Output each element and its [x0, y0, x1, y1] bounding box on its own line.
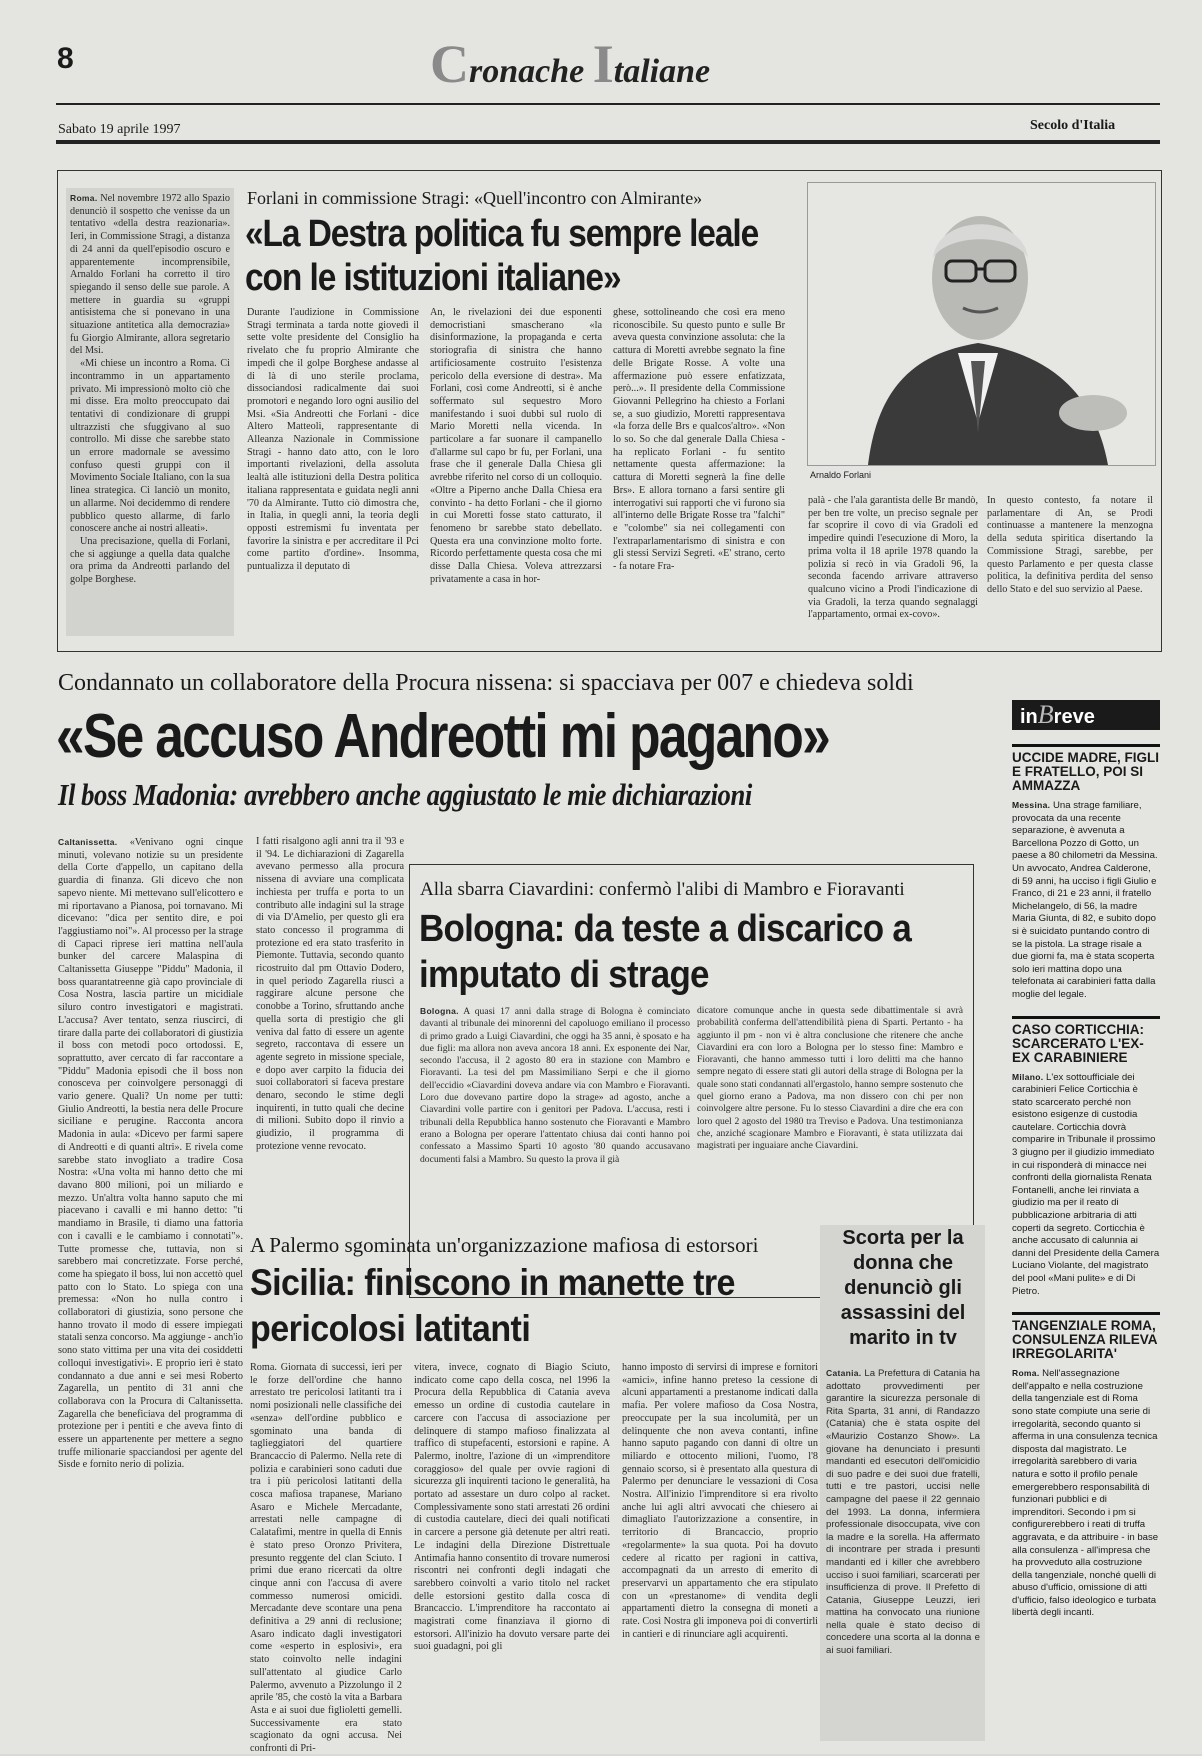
forlani-col-5: In questo contesto, fa notare il parlamentare di An, se Prodi continuasse a mantenere la menzogna della seduta spiritica disertando la Commissione Stragi, sarebbe, per questo Parlamento e per questa classe politica, la definitiva perdita del senso dello Stato e del suo servizio al Paese.	[987, 495, 1153, 595]
breve-dateline: Milano.	[1012, 1071, 1044, 1082]
masthead-bottom-rule	[56, 140, 1160, 144]
intro-paragraph-1: Nel novembre 1972 allo Spazio denunciò il sospetto che venisse da un tentativo «della destra reazionaria». Ieri, in Commissione Stragi, a distanza di 24 anni da quell'episodio oscuro e apparentemente incomprensibile, Arnaldo Forlani ha corretto il tiro spiegando il senso delle sue parole. A mettere in guardia su «gruppi antisistema che si ponevano in una situazione antitetica alla democrazia» fu Giorgio Almirante, allora segretario del Msi.	[70, 193, 230, 357]
forlani-intro	[66, 188, 234, 636]
andreotti-col-1-text: «Venivano ogni cinque minuti, volevano notizie su un presidente della Corte d'appello, un capitano della guardia di finanza. Gli dicevo che non sapevo niente. Mi mettevano sull'elicottero e mi riportavano a Pianosa, poi tornavano. Mi dicevano: "dica per sentito dire, e poi l'aggiustiamo noi"». Al processo per la strage di Capaci riprese ieri mattina nell'aula bunker del carcere Malaspina di Caltanissetta Giuseppe "Piddu" Madonia, il boss quarantatreenne già capo provinciale di Cosa Nostra, lascia partire un micidiale siluro contro investigatori e magistrati. L'accusa? Aver tentato, senza riuscirci, di tirare dalla parte dei collaboratori di giustizia il boss con metodi poco ortodossi. E, soprattutto, aver cercato di far raccontare a "Piddu" Madonia episodi che il boss non conosceva per coinvolgere personaggi di vario genere. Quali? Un nome per tutti: Giulio Andreotti, la bestia nera delle Procure siciliane e perugine. Racconta ancora Madonia in aula: «Dicevo per farmi sapere di Andreotti e di quanti altri». E rivela come sarebbe stato invogliato a tradire Cosa Nostra: «Una volta mi hanno detto che mi davano 800 milioni, poi un miliardo e mezzo. Un'altra volta hanno saputo che mi piacevano i cavalli e mi hanno detto: "ti mandiamo in Brasile, ti diamo una fattoria con i cavalli e le cambiamo i connotati"». Tutte promesse che, tuttavia, non si sarebbero mai concretizzate. Forse perché, come ha spiegato il boss, lui non accettò quel patto con lo Stato. Lo spiega con una premessa: «Non ho nulla contro i collaboratori di giustizia, sono persone che hanno trovato il modo di essere impiegati statali senza concorso. Ma aggiunge - anch'io sono stato vittima per una vita dei cosiddetti colloqui investigativi». E proprio ieri è stato condannato a due anni e sei mesi Roberto Zagarella, un pentito di 31 anni che collaborava con la Procura di Caltanissetta. Zagarella che beneficiava del programma di protezione per i pentiti e che aveva finto di essere un appartenente per mettere a segno truffe milionarie spacciandosi per agente del Sisde e fornito nerio di polizia.	[58, 837, 243, 1471]
breve-body	[1012, 1367, 1160, 1620]
bologna-kicker: Alla sbarra Ciavardini: confermò l'alibi di Mambro e Fioravanti	[420, 879, 905, 900]
forlani-headline: «La Destra politica fu sempre leale con le istituzioni italiane»	[245, 213, 759, 299]
masthead-top-rule	[56, 103, 1160, 105]
breve-body-text: Una strage familiare, provocata da una recente separazione, è avvenuta a Barcellona Pozzo di Gotto, un paese a 80 chilometri da Messina. Un avvocato, Andrea Calderone, di 59 anni, ha ucciso i figli Giulio e Franco, di 21 e 23 anni, il fratello Michelangelo, di 56, la madre Maria Giunta, di 82, e subito dopo si è suicidato puntando contro di se la pistola. La strage risale a due giorni fa, ma è stata scoperta solo ieri mattina dopo una telefonata ai carabinieri fatta dalla moglie del legale.	[1012, 800, 1158, 1000]
scorta-body	[826, 1367, 980, 1735]
section-title	[430, 34, 711, 94]
andreotti-dateline: Caltanissetta.	[58, 837, 118, 847]
andreotti-headline: «Se accuso Andreotti mi pagano»	[56, 702, 830, 771]
in-breve-logo-in: in	[1020, 706, 1038, 728]
breve-headline: TANGENZIALE ROMA, CONSULENZA RILEVA IRREGOLARITA'	[1012, 1312, 1160, 1361]
intro-paragraph-3: Una precisazione, quella di Forlani, che si aggiunge a quella data qualche ora prima da Andreotti parlando del golpe Borghese.	[70, 535, 230, 586]
bologna-headline: Bologna: da teste a discarico a imputato di strage	[419, 908, 912, 996]
in-breve-sidebar	[1012, 700, 1160, 1735]
photo-caption: Arnaldo Forlani	[810, 470, 872, 480]
newspaper-name: Secolo d'Italia	[1030, 118, 1116, 133]
forlani-kicker: Forlani in commissione Stragi: «Quell'incontro con Almirante»	[247, 188, 703, 208]
bologna-dateline: Bologna.	[420, 1006, 459, 1016]
scorta-headline: Scorta per la donna che denunciò gli assassini del marito in tv	[840, 1227, 966, 1349]
page-number: 8	[57, 42, 74, 75]
issue-date: Sabato 19 aprile 1997	[58, 122, 181, 137]
breve-dateline: Messina.	[1012, 800, 1051, 810]
section-word-1: ronache	[469, 53, 593, 90]
section-initial-c: C	[430, 34, 469, 94]
bologna-col-2: dicatore comunque anche in questa sede dibattimentale si avrà probabilità conferma dell'attendibilità piena di Sparti. Pertanto - ha aggiunto il pm - non vi è altra conclusione che ritenere che anche Ciavardini era con loro a Bologna per lo stesso fine: Mambro e Fioravanti, che hanno ammesso tutti i loro delitti ma che hanno sempre negato di essere stati gli autori della strage di Bologna per la quale sono stati condannati all'ergastolo, hanno sempre sostenuto che quel giorno erano a Padova, ma non dissero con chi per non coinvolgere altre persone. Fu lo stesso Ciavardini a dire che era con loro quel 2 agosto del 1980 tra Treviso e Padova. Una testimonianza che, anziché scagionare Mambro e Fioravanti, è stata utilizzata dai magistrati per inguaiare anche Ciavardini.	[697, 1005, 963, 1152]
breve-body-text: L'ex sottoufficiale dei carabinieri Felice Corticchia è stato scarcerato perché non esistono esigenze di custodia cautelare. Corticchia dovrà comparire in Tribunale il prossimo 3 giugno per il giudizio immediato in cui risponderà di minacce nei confronti della giornalista Renata Fontanelli, anche lei rinviata a giudizio ma per il reato di pubblicazione arbitraria di atti coperti da segreto. Corticchia è anche accusato di calunnia ai danni del Presidente della Camera Luciano Violante, del magistrato del pool «Mani pulite» e di Di Pietro.	[1012, 1071, 1160, 1297]
intro-dateline: Roma.	[70, 193, 98, 203]
in-breve-logo	[1012, 700, 1160, 730]
breve-body	[1012, 799, 1160, 1002]
sicilia-col-2: vitera, invece, cognato di Biagio Sciuto, indicato come capo della cosca, nel 1996 la Procura della Repubblica di Catania aveva emesso un ordine di custodia cautelare in carcere con l'accusa di associazione per delinquere di stampo mafioso finalizzata al traffico di stupefacenti, estorsioni e rapine. A Palermo, inoltre, l'azione di un «imprenditore coraggioso» del quale per ovvie ragioni di sicurezza gli inquirenti taciono le generalità, ha portato ad assestare un duro colpo al racket. Complessivamente sono stati arrestati 26 ordini di custodia cautelare, dieci dei quali notificati in carcere a persone già detenute per altri reati. Le indagini della Direzione Distrettuale Antimafia hanno consentito di trovare numerosi riscontri nei confronti degli indagati che sarebbero coinvolti a vario titolo nel racket delle estorsioni gestito dalla cosca di Brancaccio. L'imprenditore ha raccontato ai magistrati come finanziava il giorno di estorsori. All'inizio ha dovuto versare parte dei suoi guadagni, poi gli	[414, 1362, 610, 1653]
breve-item	[1012, 1312, 1160, 1620]
breve-item	[1012, 1016, 1160, 1299]
breve-body	[1012, 1071, 1160, 1299]
andreotti-kicker: Condannato un collaboratore della Procura nissena: si spacciava per 007 e chiedeva soldi	[58, 670, 914, 696]
bologna-col-1-text: A quasi 17 anni dalla strage di Bologna è cominciato davanti al tribunale dei minorenni del capoluogo emiliano il processo di primo grado a Luigi Ciavardini, che oggi ha 35 anni, è sposato e ha due figli: ma allora non aveva ancora 18 anni. Ex esponente dei Nar, secondo l'accusa, il 2 agosto 80 era in stazione con Mambro e Fioravanti. La tesi del pm Massimiliano Serpi e che il giorno dell'eccidio «Ciavardini doveva andare via con Mambro e Fioravanti. Loro due dovevano partire dopo la strage» ad agosto, anche a Ciavardini volle partire con i genitori per Padova. L'accusa, resti i tribunali della Repubblica hanno sostenuto che Fioravanti e Mambro erano a Bologna per operare l'attentato chiusa dai conti hanno poi confessato a Massimo Sparti 10 agosto '80 quando accusavano documenti falsi a Mambro. Su questo la prova il già	[420, 1006, 690, 1165]
section-initial-i: I	[592, 34, 614, 94]
sicilia-headline: Sicilia: finiscono in manette tre pericolosi latitanti	[250, 1262, 735, 1349]
breve-item	[1012, 744, 1160, 1002]
andreotti-col-1	[58, 836, 243, 1716]
in-breve-logo-reve: reve	[1053, 706, 1095, 728]
forlani-photo	[807, 182, 1156, 466]
sicilia-col-1: Roma. Giornata di successi, ieri per le forze dell'ordine che hanno arrestato tre pericolosi latitanti tra i nomi posizionali nelle classifiche dei «senza» dell'ordine pubblico e sgominato una banda di taglieggiatori del quartiere Brancaccio di Palermo. Nella rete di polizia e carabinieri sono caduti due tra i più pericolosi latitanti della cosca mafiosa trapanese, Mariano Asaro e Michele Mercadante, arrestati nelle campagne di Calatafimi, mentre in quella di Ennis è stato preso Oronzo Privitera, presunto reggente del clan Sciuto. I primi due erano ricercati da oltre cinque anni con l'accusa di avere commesso numerosi omicidi. Mercadante deve scontare una pena definitiva a 29 anni di reclusione; Asaro indicato dagli investigatori come «esperto in esplosivi», era stato coinvolto nelle indagini sull'attentato al giudice Carlo Palermo, avvenuto a Pizzolungo il 2 aprile '85, che costò la vita a Barbara Asta e ai suoi due figlioletti gemelli. Successivamente era stato scagionato da ogni accusa. Nei confronti di Pri-	[250, 1362, 402, 1755]
breve-headline: UCCIDE MADRE, FIGLI E FRATELLO, POI SI AMMAZZA	[1012, 744, 1160, 793]
andreotti-col-2: I fatti risalgono agli anni tra il '93 e il '94. Le dichiarazioni di Zagarella avevano permesso alla procura nissena di avviare una complicata inchiesta per truffa e porta to un contributo alle indagini sul la strage di via D'Amelio, per questo gli era stato concesso il programma di protezione ed era stato trasferito in Piemonte. Tuttavia, secondo quanto ricostruito dal pm Ottavio Dodero, in quel periodo Zagarella riuscì a raggirare alcune persone che conobbe a Torino, sfruttando anche quella sorta di prestigio che gli veniva dal fatto di essere un agente segreto, raccontava di essere un agente segreto in missione speciale, e dopo aver carpito la fiducia dei suoi collaboratori si faceva prestare denaro, secondo le stime degli inquirenti, in tutto quali che decine di milioni. Subito dopo il rinvio a giudizio, il programma di protezione venne revocato.	[256, 836, 404, 1152]
forlani-col-3: ghese, sottolineando che così era meno riconoscibile. Su questo punto e sulle Br aveva questa convinzione assoluta: che la cattura di Moretti avrebbe segnato la fine delle Brigate Rosse. A volte una affermazione può essere enfatizzata, però...». Il presidente della Commissione Giovanni Pellegrino ha chiesto a Forlani se, a suo giudizio, Moretti rappresentava «la forza delle Brs e qualcos'altro». «Non lo so. So che dal generale Dalla Chiesa - ha replicato Forlani - fu sentito nettamente questa affermazione: la cattura di Moretti segnerà la fine delle Brs». E allora tornano a farsi sentire gli interrogativi sui rapporti che vi furono sia all'interno delle Brigate Rosse tra "falchi" e "colombe" sia nei collegamenti con l'extraparlamentarismo di sinistra e con gli stessi Servizi Segreti. «E' strano, certo - fa notare Fra-	[613, 307, 785, 573]
in-breve-logo-b: B	[1037, 700, 1054, 729]
section-word-2: taliane	[613, 53, 711, 90]
breve-dateline: Roma.	[1012, 1368, 1040, 1379]
forlani-col-2: An, le rivelazioni dei due esponenti democristiani smascherano «la disinformazione, la propaganda e certa storiografia di sinistra che hanno artificiosamente costruito l'esistenza pericolo della eversione di destra». Ma Forlani, così come Andreotti, si è anche soffermato sul sequestro Moro manifestando i suoi dubbi sul ruolo di Mario Moretti nella vicenda. In particolare a far suonare il campanello d'allarme sul capo br fu, per Forlani, una frase che il generale Dalla Chiesa gli avrebbe riferito nel corso di un colloquio. «Oltre a Piperno anche Dalla Chiesa era convinto - ha detto Forlani - che il giorno in cui Moretti fosse stato catturato, il fenomeno br sarebbe stato debellato. Questa era una convinzione molto forte. Ricordo perfettamente questa cosa che mi disse Dalla Chiesa. Voleva attrezzarsi privatamente a casa in hor-	[430, 307, 602, 585]
intro-paragraph-2: «Mi chiese un incontro a Roma. Ci incontrammo in un appartamento privato. Mi impressionò molto ciò che mi disse. Era molto preoccupato dai tentativi di condizionare di gruppi ultrazzisti che sfuggivano al suo controllo. Mi disse che sarebbe stato un errore madornale se avessimo confuso questi gruppi con il Movimento Sociale Italiano, con la sua linea strategica. Ci lanciò un monito, un allarme. Noi decidemmo di rendere pubblico questo allarme, di farlo conoscere anche ai nostri alleati».	[70, 358, 230, 535]
sicilia-col-3: hanno imposto di servirsi di imprese e fornitori «amici», infine hanno preteso la cessione di alcuni appartamenti a prestanome indicati dalla mafia. Per volere mafioso da Cosa Nostra, preoccupate per la sua incolumità, per un delinquente che non aveva contanti, infine hanno saputo pagando con danni di oltre un miliardo e ottocento milioni, l'uomo, l'8 gennaio scorso, si è presentato alla questura di Palermo per denunciare le vessazioni di Cosa Nostra. All'inizio l'imprenditore si era rivolto anche lui agli altri avvocati che chiesero ai dimagliato l'autorizzazione a consentire, in territorio di Brancaccio, proprio «regolarmente» la sua quota. Poi ha dovuto cedere al ricatto per ragioni in cattiva, accompagnati da un arresto di emerito di preservarvi un appartamento che era stipulato con un «prestanome» di vendita degli appartamenti dietro la consegna di moneti a rate. Così Nostra gli imponeva poi di convertirli in cantieri e di rinunciare agli acquirenti.	[622, 1362, 818, 1640]
scorta-body-text: La Prefettura di Catania ha adottato provvedimenti per garantire la sicurezza personale di Rita Sparta, 31 anni, di Randazzo (Catania) che è stata ospite del «Maurizio Costanzo Show». La giovane ha denunciato i presunti mandanti ed esecutori dell'omicidio di suo padre e dei suoi due fratelli, tutti e tre pastori, uccisi nelle campagne del paese il 22 gennaio del 1993. La donna, infermiera professionale disoccupata, vive con la madre e la sorella. Ha affermato di incontrare per strada i presunti mandanti ed i killer che avrebbero ucciso i suoi familiari, scarcerati per insufficienza di prove. Il Prefetto di Catania, Giuseppe Leuzzi, ieri mattina ha convocato una riunione nella quale è stato deciso di concedere una scorta al la donna e ai suoi familiari.	[826, 1368, 980, 1657]
breve-body-text: Nell'assegnazione dell'appalto e nella costruzione della tangenziale est di Roma sono state compiute una serie di irregolarità, secondo quanto si afferma in una consulenza tecnica disposta dal magistrato. Le irregolarità sarebbero di varia natura e sotto il profilo penale emergerebbero responsabilità di funzionari pubblici e di imprenditori. Secondo i pm si configurerebbero i reati di truffa aggravata, e da attribuire - in base alla consulenza - all'impresa che ha provveduto alla costruzione della tangenziale, nonché quelli di abuso d'ufficio, omissione di atti d'ufficio, falso ideologico e turbata libertà degli incanti.	[1012, 1368, 1159, 1619]
forlani-col-4: palà - che l'ala garantista delle Br mandò, per ben tre volte, un preciso segnale per far scoprire il covo di via Gradoli ed impedire quindi l'esecuzione di Moro, la prima volta il 18 aprile 1978 quando la polizia si recò in via Gradoli 96, la seconda facendo arrivare attraverso qualcuno vicino a Prodi l'indicazione di via Gradoli, la terza quando segnalaggi l'appartamento, ormai ex-covo».	[808, 495, 978, 621]
scorta-dateline: Catania.	[826, 1368, 862, 1378]
breve-headline: CASO CORTICCHIA: SCARCERATO L'EX-EX CARABINIERE	[1012, 1016, 1160, 1065]
sicilia-kicker: A Palermo sgominata un'organizzazione mafiosa di estorsori	[250, 1233, 759, 1257]
andreotti-subhead: Il boss Madonia: avrebbero anche aggiustato le mie dichiarazioni	[58, 777, 752, 812]
forlani-col-1: Durante l'audizione in Commissione Stragi terminata a tarda notte giovedì il sette volte presidente del Consiglio ha rivelato che fu proprio Almirante che impedì che il golpe Borghese andasse al di là di uno sterile proclama, dissociandosi radicalmente dai suoi promotori e negando loro ogni ausilio del Msi. «Sia Andreotti che Forlani - dice Altero Matteoli, rappresentante di Alleanza Nazionale in Commissione Stragi - hanno dato atto, con le loro importanti rivelazioni, della assoluta lealtà alle istituzioni della Destra politica italiana rappresentata e guidata negli anni '70 da Almirante. Tutto ciò dimostra che, in Italia, in quegli anni, la teoria degli opposti estremismi fu inventata per favorire la sinistra e per accreditare il Pci come partito d'ordine». Insomma, puntualizza il deputato di	[247, 307, 419, 573]
